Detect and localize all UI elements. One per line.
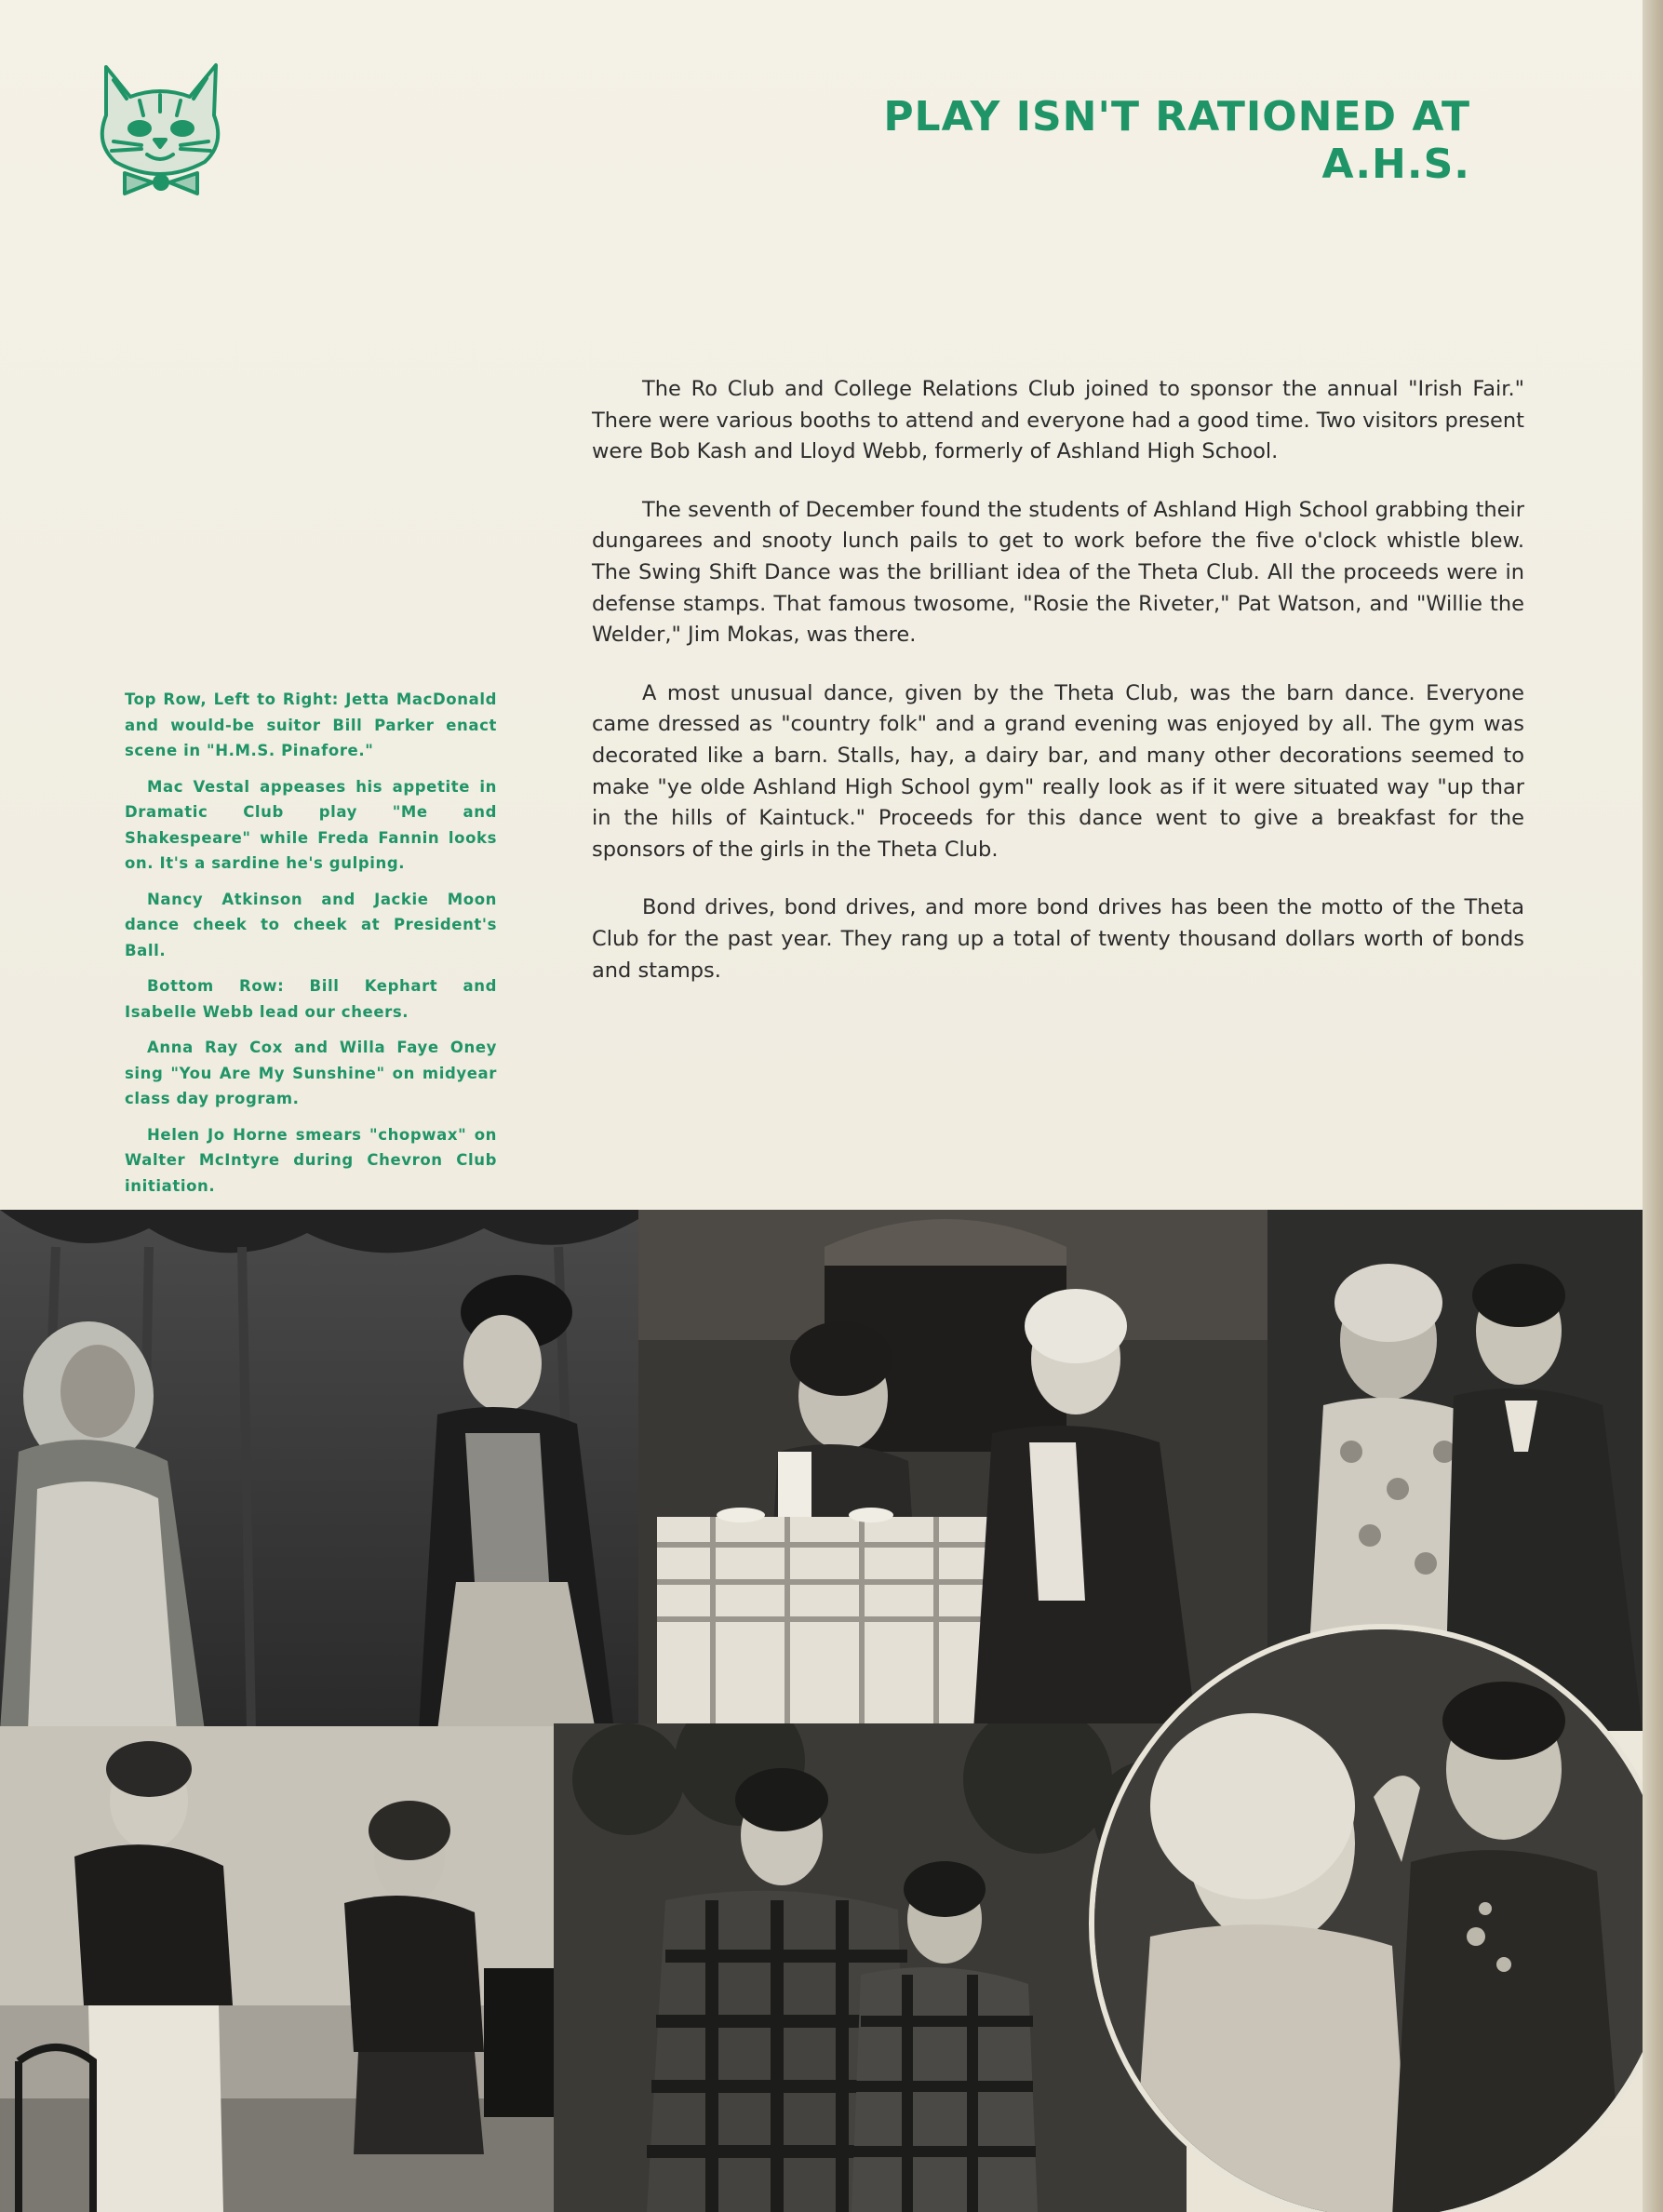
page-edge <box>1643 0 1663 2212</box>
article-paragraph: A most unusual dance, given by the Theta Club, was the barn dance. Everyone came dressed as "country folk" and a grand evening was enjoyed by all. The gym was decorated like a barn. Stalls, hay, a dairy bar, and many other decorations seemed to make "ye olde Ashland High School gym" really look as if it were situated way "up thar in the hills of Kaintuck." Proceeds for this dance went to give a breakfast for the sponsors of the girls in the Theta Club. <box>592 680 1524 862</box>
article-paragraph: The seventh of December found the students of Ashland High School grabbing their dungarees and snooty lunch pails to get to work before the five o'clock whistle blew. The Swing Shift Dance was the brilliant idea of the Theta Club. All the proceeds were in defense stamps. That famous twosome, "Rosie the Riveter," Pat Watson, and "Willie the Welder," Jim Mokas, was there. <box>592 497 1524 648</box>
photo-captions <box>125 687 497 1209</box>
photo-dramatic-club-play <box>638 1210 1267 1731</box>
caption: Mac Vestal appeases his appetite in Dramatic Club play "Me and Shakespeare" while Freda Fannin looks on. It's a sardine he's gulping. <box>125 777 497 872</box>
article-paragraph: The Ro Club and College Relations Club joined to sponsor the annual "Irish Fair." There were various booths to attend and everyone had a good time. Two visitors present were Bob Kash and Lloyd Webb, formerly of Ashland High School. <box>592 377 1524 464</box>
caption: Helen Jo Horne smears "chopwax" on Walter McIntyre during Chevron Club initiation. <box>125 1125 497 1195</box>
caption: Top Row, Left to Right: Jetta MacDonald and would-be suitor Bill Parker enact scene in "H.M.S. Pinafore." <box>125 690 497 759</box>
photo-pinafore-scene <box>0 1210 638 1731</box>
article-paragraph: Bond drives, bond drives, and more bond drives has been the motto of the Theta Club for the past year. They rang up a total of twenty thousand dollars worth of bonds and stamps. <box>592 895 1524 983</box>
photo-collage <box>0 1210 1643 2212</box>
caption: Anna Ray Cox and Willa Faye Oney sing "You Are My Sunshine" on midyear class day program. <box>125 1039 497 1107</box>
article-body <box>592 374 1524 1013</box>
wildcat-face-icon <box>86 58 235 197</box>
caption: Nancy Atkinson and Jackie Moon dance cheek to cheek at President's Ball. <box>125 890 497 959</box>
photo-cheerleaders <box>0 1726 596 2212</box>
page-title: PLAY ISN'T RATIONED AT A.H.S. <box>883 93 1470 188</box>
caption: Bottom Row: Bill Kephart and Isabelle Webb lead our cheers. <box>125 977 497 1021</box>
